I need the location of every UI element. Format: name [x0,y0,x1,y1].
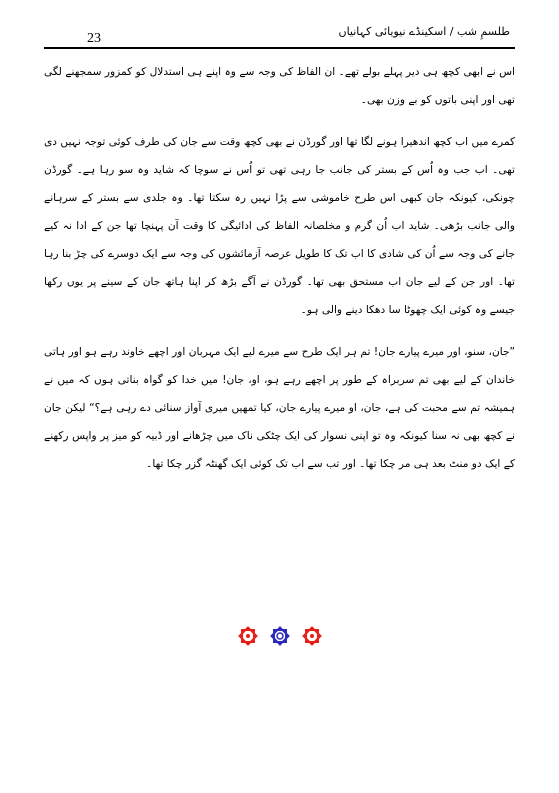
red-star-ornament-icon [301,625,323,647]
paragraph-2: کمرے میں اب کچھ اندھیرا ہونے لگا تھا اور گورڈن نے بھی کچھ وقت سے جان کی طرف کوئی توجہ نہیں دی تھی۔ اب جب وہ اُس کے بستر کی جانب جا رہی تھی تو اُس نے سوچا کہ شاید وہ سو رہا ہے۔ گورڈن چونکی، کیونکہ جان کبھی اس طرح خاموشی سے پڑا نہیں رہ سکتا تھا۔ وہ جلدی سے بستر کے سرہانے والی جانب بڑھی۔ شاید اب اُن گرم و مخلصانہ الفاظ کی ادائیگی کا وقت آن پہنچا تھا جن کے ادا نہ کیے جانے کی وجہ سے اُن کی شادی کا اب تک کا طویل عرصہ آزمائشوں کی وجہ سے ایک دوسرے کی چڑ بنا رہا تھا۔ اور جن کے لیے جان اب مستحق بھی تھا۔ گورڈن نے آگے بڑھ کر اپنا ہاتھ جان کے سینے پر یوں رکھا جیسے وہ کوئی ایک چھوٹا سا دھکا دینے والی ہو۔ [44,136,515,316]
red-star-ornament-icon [237,625,259,647]
page-body [44,58,515,478]
running-header-title: طلسمِ شب / اسکینڈے نیویائی کہانیاں [338,25,510,38]
page-number: 23 [87,31,101,46]
paragraph-1: اس نے ابھی کچھ ہی دیر پہلے بولے تھے۔ ان الفاظ کی وجہ سے وہ اپنے ہی استدلال کو کمزور سمجھنے لگی تھی اور اپنی باتوں کو بے وزن بھی۔ [44,66,515,106]
header-divider [44,47,515,49]
blue-star-ornament-icon [269,625,291,647]
closing-ornaments [0,625,559,647]
paragraph-3: ”جان، سنو، اور میرے پیارے جان! تم ہر ایک طرح سے میرے لیے ایک مہربان اور اچھے خاوند رہے ہو اور ہاتی خاندان کے لیے بھی تم سربراہ کے طور پر اچھے رہے ہو، او، جان! میں خدا کو گواہ بناتی ہوں کہ میں نے ہمیشہ تم سے محبت کی ہے، جان، او میرے پیارے جان، کیا تمھیں میری آواز سنائی دے رہی ہے؟“ لیکن جان نے کچھ بھی نہ سنا کیونکہ وہ تو اپنی نسوار کی ایک چٹکی ناک میں چڑھانے اور ڈبیہ کو میز پر واپس رکھنے کے ایک دو منٹ بعد ہی مر چکا تھا۔ اور تب سے اب تک کوئی ایک گھنٹہ گزر چکا تھا۔ [44,346,515,470]
